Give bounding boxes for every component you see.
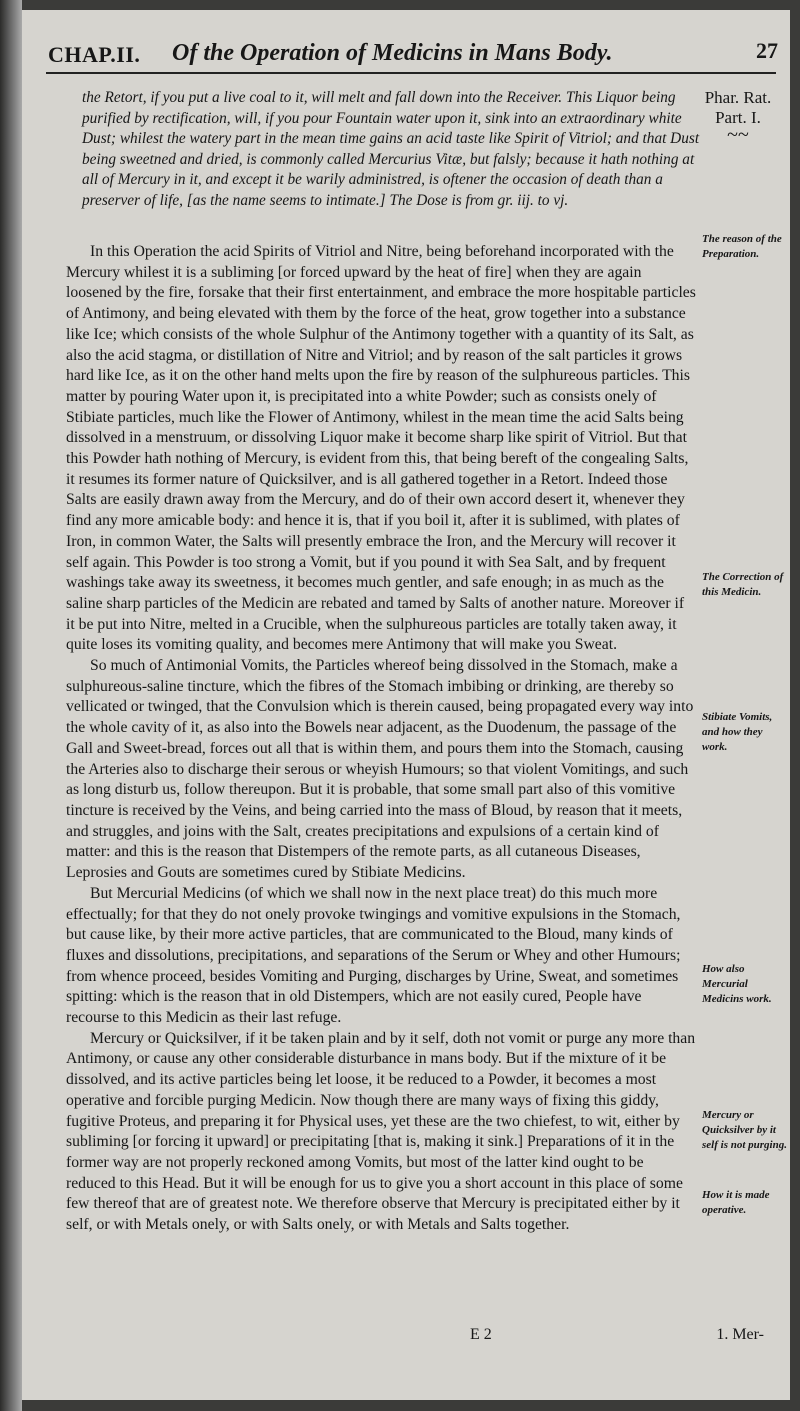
chapter-label: CHAP.II. [48, 42, 141, 67]
running-title: Of the Operation of Medicins in Mans Body. [172, 40, 613, 66]
margin-label-line2: Part. I. [715, 108, 761, 127]
signature-mark: E 2 [470, 1326, 492, 1343]
paragraph: Mercury or Quicksilver, if it be taken plain and by it self, doth not vomit or purge any more than Antimony, or cause any other considerable disturbance in mans body. But if the mixture of it be dissolved, and its active particles being let loose, it be reduced to a Powder, it becomes a most operative and forcible purging Medicin. Now though there are many ways of fixing this giddy, fugitive Proteus, and preparing it for Physical uses, yet these are the two chiefest, to wit, either by subliming [or forcing it upward] or precipitating [that is, making it sink.] Preparations of it in the former way are not properly reckoned among Vomits, but most of the latter kind ought to be reduced to this Head. But it will be enough for us to give you a short account in this place of some few thereof that are of greatest note. We therefore observe that Mercury is precipitated either by it self, or with Metals onely, or with Salts onely, or with Metals and Salts together. [66, 1029, 696, 1234]
margin-note: How also Mercurial Medicins work. [702, 963, 772, 1005]
header-rule [46, 72, 776, 74]
margin-note: Stibiate Vomits, and how they work. [702, 711, 773, 753]
margin-note: Mercury or Quicksilver by it self is not purging. [702, 1109, 787, 1151]
margin-label-line1: Phar. Rat. [704, 88, 772, 107]
margin-note: How it is made operative. [702, 1189, 770, 1216]
main-text [66, 242, 696, 1236]
margin-note: The Correction of this Medicin. [702, 571, 784, 598]
swash-ornament: ~~ [727, 124, 749, 146]
catchword: 1. Mer- [716, 1326, 764, 1343]
page-number: 27 [756, 38, 778, 63]
paragraph: But Mercurial Medicins (of which we shall now in the next place treat) do this much more effectually; for that they do not onely provoke twingings and vomitive expulsions in the Stomach, but cause like, by their more active particles, that are communicated to the Bloud, many kinds of fluxes and dissolutions, precipitations, and separations of the Serum or Whey and other Humours; from whence proceed, besides Vomiting and Purging, discharges by Urine, Sweat, and sometimes spitting: which is the reason that in old Distempers, which are not easily cured, People have recourse to this Medicin as their last refuge. [66, 884, 681, 1027]
book-spine-edge [0, 0, 22, 1411]
book-page [22, 10, 790, 1400]
paragraph: So much of Antimonial Vomits, the Particles whereof being dissolved in the Stomach, make a sulphureous-saline tincture, which the fibres of the Stomach imbibing or drinking, are thereby so vellicated or twinged, that the Convulsion which is therein caused, being propagated every way into the whole cavity of it, as also into the Bowels near adjacent, as the Duodenum, the passage of the Gall and Sweet-bread, forces out all that is within them, and pours them into the Stomach, causing the Arteries also to discharge their serous or wheyish Humours; so that violent Vomitings, and such as long disturb us, follow thereupon. But it is probable, that some small part also of this vomitive tincture is received by the Veins, and being carried into the mass of Bloud, by reason that it meets, and struggles, and joins with the Salt, creates precipitations and expulsions of a certain kind of matter: and this is the reason that Distempers of the remote parts, as all cutaneous Diseases, Leprosies and Gouts are sometimes cured by Stibiate Medicins. [66, 657, 694, 882]
margin-section-label [696, 88, 780, 146]
paragraph: In this Operation the acid Spirits of Vitriol and Nitre, being beforehand incorporated with the Mercury whilest it is a subliming [or forced upward by the heat of fire] when they are again loosened by the fire, forsake that their first entertainment, and embrace the more hospitable particles of Antimony, and being elevated with them by the force of the heat, grow together into a substance like Ice; which consists of the whole Sulphur of the Antimony together with a quantity of its Salt, as also the acid stagma, or distillation of Nitre and Vitriol; and by reason of the salt particles it grows hard like Ice, as it on the other hand melts upon the fire by reason of the sulphureous particles. This matter by pouring Water upon it, is precipitated into a white Powder; such as consists onely of Stibiate particles, much like the Flower of Antimony, whilest in the mean time the acid Salts being dissolved in a menstruum, or dissolving Liquor make it become sharp like spirit of Vitriol. But that this Powder hath nothing of Mercury, is evident from this, that being bereft of the congealing Salts, it resumes its former nature of Quicksilver, and is all gathered together in a Retort. Indeed those Salts are easily drawn away from the Mercury, and do of their own accord desert it, whenever they find any more amicable body: and hence it is, that if you boil it, after it is sublimed, with plates of Iron, in common Water, the Salts will presently embrace the Iron, and the Mercury will recover it self again. This Powder is too strong a Vomit, but if you pound it with Sea Salt, and by frequent washings take away its sweetness, it becomes much gentler, and safe enough; in as much as the saline sharp particles of the Medicin are rebated and tamed by Salts of another nature. Moreover if it be put into Nitre, melted in a Crucible, when the sulphureous particles are totally taken away, it quite loses its vomiting quality, and becomes mere Antimony that will make you Sweat. [66, 243, 696, 654]
margin-note: The reason of the Preparation. [702, 233, 782, 260]
italic-note: the Retort, if you put a live coal to it, will melt and fall down into the Receiver. This Liquor being purified by rectification, will, if you pour Fountain water upon it, sink into an extraordinary white Dust; whilest the watery part in the mean time gains an acid taste like Spirit of Vitriol; and that Dust being sweetned and dried, is commonly called Mercurius Vitæ, but falsly; because it hath nothing at all of Mercury in it, and except it be warily administred, is oftener the occasion of death than a preserver of life, [as the name seems to intimate.] The Dose is from gr. iij. to vj. [82, 89, 700, 209]
